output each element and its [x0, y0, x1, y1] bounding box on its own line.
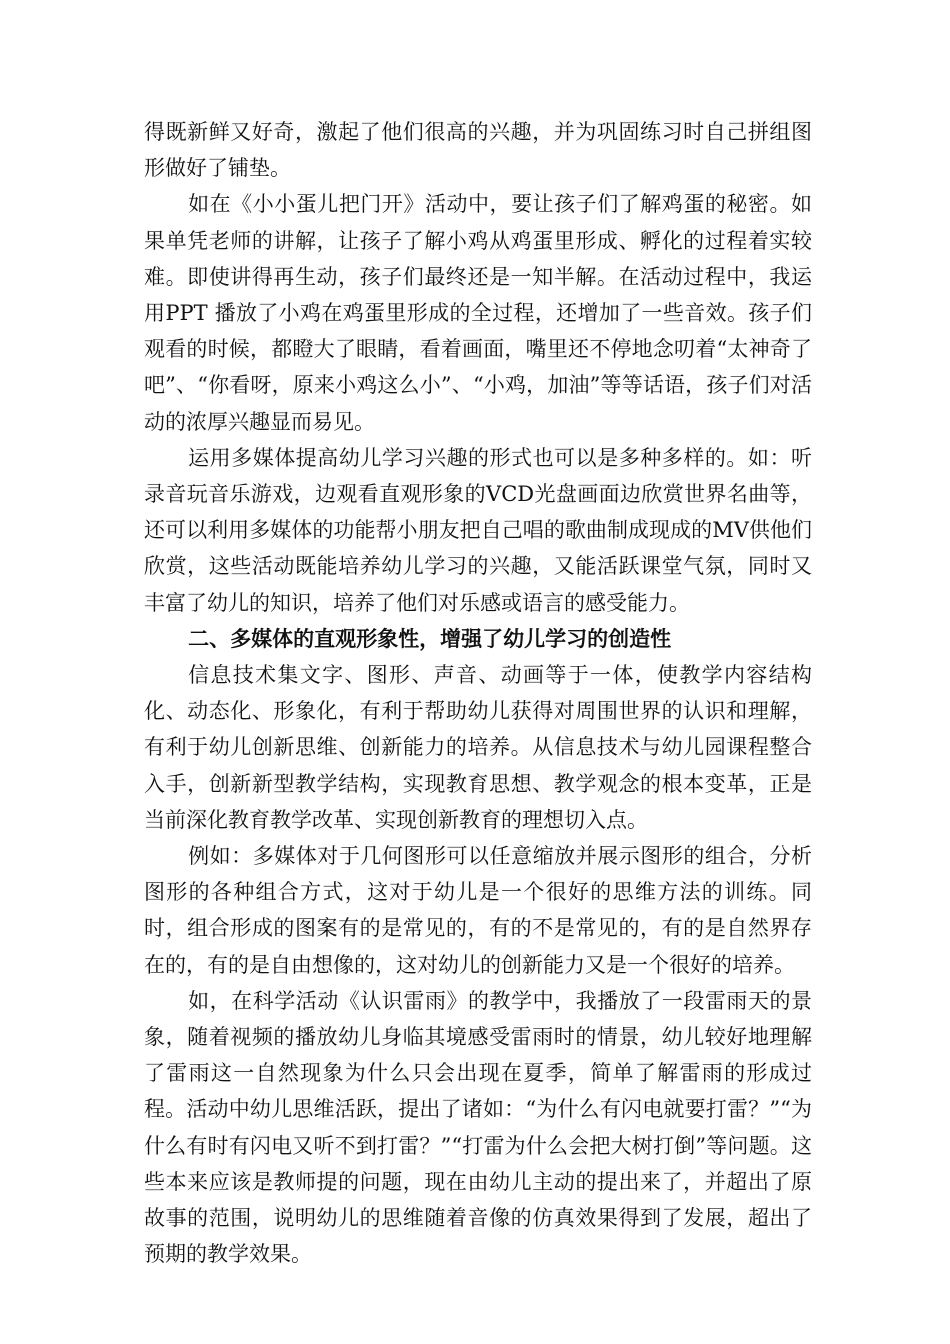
section-heading: 二、多媒体的直观形象性，增强了幼儿学习的创造性	[188, 626, 672, 651]
document-body	[144, 114, 812, 1273]
paragraph-multimedia-forms: 运用多媒体提高幼儿学习兴趣的形式也可以是多种多样的。如：听录音玩音乐游戏，边观看直观形象的VCD光盘画面边欣赏世界名曲等，还可以利用多媒体的功能帮小朋友把自己唱的歌曲制成现成的MV供他们欣赏，这些活动既能培养幼儿学习的兴趣，又能活跃课堂气氛，同时又丰富了幼儿的知识，培养了他们对乐感或语言的感受能力。	[144, 445, 812, 615]
paragraph-continuation: 得既新鲜又好奇，激起了他们很高的兴趣，并为巩固练习时自己拼组图形做好了铺垫。	[144, 120, 812, 181]
paragraph-geometry-example: 例如：多媒体对于几何图形可以任意缩放并展示图形的组合，分析图形的各种组合方式，这对于幼儿是一个很好的思维方法的训练。同时，组合形成的图案有的是常见的，有的不是常见的，有的是自然界存在的，有的是自由想像的，这对幼儿的创新能力又是一个很好的培养。	[144, 844, 812, 977]
paragraph-egg-activity: 如在《小小蛋儿把门开》活动中，要让孩子们了解鸡蛋的秘密。如果单凭老师的讲解，让孩子了解小鸡从鸡蛋里形成、孵化的过程着实较难。即使讲得再生动，孩子们最终还是一知半解。在活动过程中，我运用PPT 播放了小鸡在鸡蛋里形成的全过程，还增加了一些音效。孩子们观看的时候，都瞪大了眼睛，看着画面，嘴里还不停地念叨着“太神奇了吧”、“你看呀，原来小鸡这么小”、“小鸡，加油”等等话语，孩子们对活动的浓厚兴趣显而易见。	[144, 192, 812, 434]
paragraph-thunderstorm-example: 如，在科学活动《认识雷雨》的教学中，我播放了一段雷雨天的景象，随着视频的播放幼儿身临其境感受雷雨时的情景，幼儿较好地理解了雷雨这一自然现象为什么只会出现在夏季，简单了解雷雨的形成过程。活动中幼儿思维活跃，提出了诸如：“为什么有闪电就要打雷？”“为什么有时有闪电又听不到打雷？”“打雷为什么会把大树打倒”等问题。这些本来应该是教师提的问题，现在由幼儿主动的提出来了，并超出了原故事的范围，说明幼儿的思维随着音像的仿真效果得到了发展，超出了预期的教学效果。	[144, 988, 812, 1267]
paragraph-information-technology: 信息技术集文字、图形、声音、动画等于一体，使教学内容结构化、动态化、形象化，有利于帮助幼儿获得对周围世界的认识和理解，有利于幼儿创新思维、创新能力的培养。从信息技术与幼儿园课程整合入手，创新新型教学结构，实现教育思想、教学观念的根本变革，正是当前深化教育教学改革、实现创新教育的理想切入点。	[144, 663, 812, 832]
